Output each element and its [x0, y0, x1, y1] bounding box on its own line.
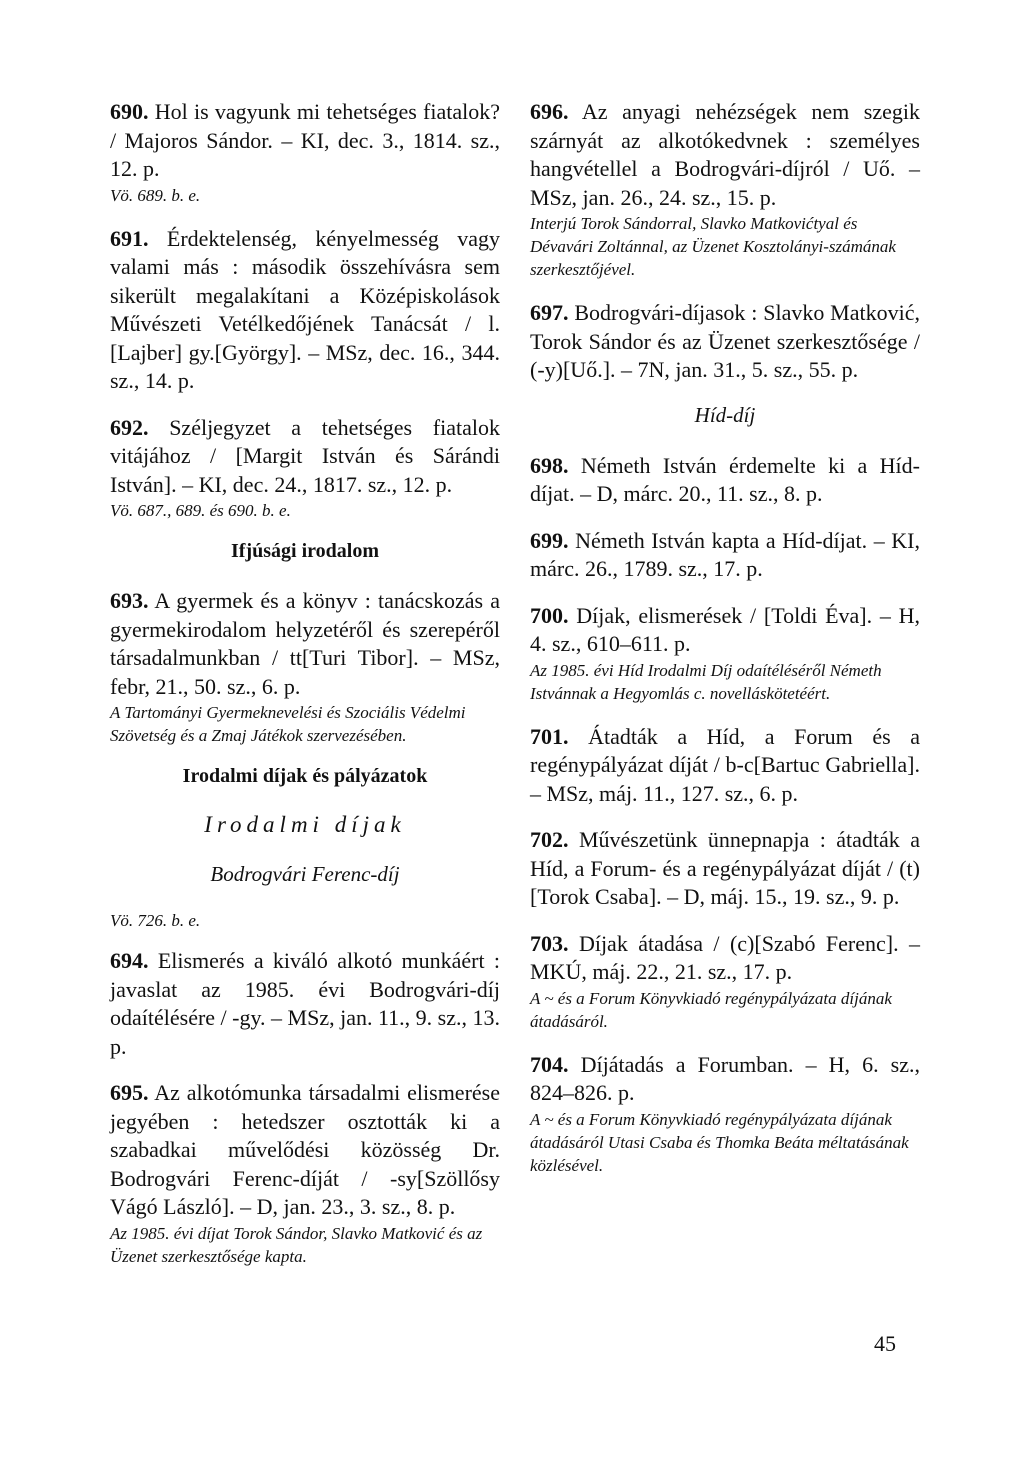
entry-note: Vö. 687., 689. és 690. b. e. [110, 501, 291, 520]
entry-700 [530, 602, 920, 705]
section-heading-youth-literature: Ifjúsági irodalom [231, 540, 379, 562]
cross-reference: Vö. 726. b. e. [110, 911, 201, 930]
subsection-heading-literary-prizes: Irodalmi díjak [204, 812, 406, 837]
entry-text: Díjátadás a Forumban. – H, 6. sz., 824–826. p. [530, 1051, 921, 1105]
entry-note: A ~ és a Forum Könyvkiadó regénypályázata díjának átadásáról. [530, 988, 892, 1031]
entry-note: A Tartományi Gyermeknevelési és Szociális Védelmi Szövetség és a Zmaj Játékok szervezésében. [110, 703, 466, 745]
entry-text: Az alkotómunka társadalmi elismerése jegyében : hetedszer osztották ki a szabadkai művelődési közösség Dr. Bodrogvári Ferenc-díját / -sy[Szöllősy Vágó László]. – D, jan. 23., 3. sz., 8. p. [110, 1080, 500, 1219]
entry-number: 696. [530, 99, 569, 124]
entry-number: 697. [530, 300, 569, 325]
entry-699 [530, 527, 920, 584]
page-number: 45 [874, 1331, 896, 1356]
entry-text: Díjak átadása / (c)[Szabó Ferenc]. – MKÚ, máj. 22., 21. sz., 17. p. [530, 930, 920, 984]
entry-note: Interjú Torok Sándorral, Slavko Matkovićtyal és Dévavári Zoltánnal, az Üzenet Kosztolányi-számának szerkesztőjével. [530, 214, 896, 279]
entry-text: Átadták a Híd, a Forum és a regénypályázat díját / b-c[Bartuc Gabriella]. – MSz, máj. 11., 127. sz., 6. p. [530, 723, 921, 806]
entry-number: 693. [110, 588, 149, 613]
entry-698 [530, 452, 920, 509]
entry-693 [110, 587, 500, 747]
entry-text: Németh István érdemelte ki a Híd-díjat. – D, márc. 20., 11. sz., 8. p. [530, 452, 920, 506]
entry-number: 700. [530, 602, 569, 628]
entry-text: Művészetünk ünnepnapja : átadták a Híd, a Forum- és a regénypályázat díját / (t)[Torok Csaba]. – D, máj. 15., 19. sz., 9. p. [530, 827, 920, 909]
entry-691 [110, 225, 500, 396]
entry-text: Elismerés a kiváló alkotó munkáért : javaslat az 1985. évi Bodrogvári-díj odaítélésére / -gy. – MSz, jan. 11., 9. sz., 13. p. [110, 948, 501, 1059]
entry-text: Széljegyzet a tehetséges fiatalok vitájához / [Margit István és Sárándi István]. – KI, dec. 24., 1817. sz., 12. p. [110, 414, 500, 497]
entry-note: Vö. 689. b. e. [110, 185, 201, 205]
entry-number: 699. [530, 527, 569, 553]
subsection-heading-hid: Híd-díj [694, 402, 756, 427]
entry-697 [530, 299, 920, 385]
entry-note: Az 1985. évi Híd Irodalmi Díj odaítéléséről Németh Istvánnak a Hegyomlás c. novelláskötetéért. [530, 660, 882, 703]
entry-696 [530, 98, 920, 281]
section-heading-literary-prizes: Irodalmi díjak és pályázatok [182, 765, 428, 787]
entry-text: Bodrogvári-díjasok : Slavko Matković, Torok Sándor és az Üzenet szerkesztősége / (-y)[Uő.]. – 7N, jan. 31., 5. sz., 55. p. [530, 300, 920, 382]
entry-number: 703. [530, 930, 569, 956]
entry-694 [110, 947, 500, 1061]
entry-number: 692. [110, 414, 149, 440]
entry-701 [530, 723, 920, 809]
subsection-heading-bodrogvari: Bodrogvári Ferenc-díj [210, 862, 400, 886]
entry-note: A ~ és a Forum Könyvkiadó regénypályázata díjának átadásáról Utasi Csaba és Thomka Beáta méltatásának közlésével. [530, 1109, 909, 1175]
entry-number: 702. [530, 827, 569, 852]
left-column [110, 98, 500, 1286]
entry-text: Érdektelenség, kényelmesség vagy valami más : második összehívásra sem sikerült megalakítani a Középiskolások Művészeti Vetélkedőjének Tanácsát / l.[Lajber] gy.[György]. – MSz, dec. 16., 344. sz., 14. p. [110, 225, 500, 393]
entry-number: 698. [530, 452, 569, 478]
entry-text: Díjak, elismerések / [Toldi Éva]. – H, 4. sz., 610–611. p. [530, 602, 920, 656]
entry-703 [530, 930, 920, 1033]
entry-704 [530, 1051, 920, 1177]
entry-number: 691. [110, 225, 149, 251]
entry-text: Az anyagi nehézségek nem szegik szárnyát az alkotókedvnek : személyes hangvétellel a Bodrogvári-díjról / Uő. – MSz, jan. 26., 24. sz., 15. p. [530, 99, 920, 210]
entry-text: Hol is vagyunk mi tehetséges fiatalok? / Majoros Sándor. – KI, dec. 3., 1814. sz., 12. p. [110, 99, 501, 181]
entry-702 [530, 826, 920, 912]
entry-number: 701. [530, 723, 569, 749]
entry-695 [110, 1079, 500, 1268]
entry-text: Németh István kapta a Híd-díjat. – KI, márc. 26., 1789. sz., 17. p. [530, 527, 920, 581]
entry-number: 704. [530, 1051, 569, 1077]
entry-690 [110, 98, 500, 207]
entry-number: 694. [110, 948, 149, 973]
right-column [530, 98, 920, 1195]
entry-692 [110, 414, 500, 523]
entry-text: A gyermek és a könyv : tanácskozás a gyermekirodalom helyzetéről és szerepéről társadalmunkban / tt[Turi Tibor]. – MSz, febr, 21., 50. sz., 6. p. [110, 588, 500, 699]
entry-number: 690. [110, 99, 149, 124]
entry-number: 695. [110, 1080, 149, 1105]
entry-note: Az 1985. évi díjat Torok Sándor, Slavko Matković és az Üzenet szerkesztősége kapta. [110, 1223, 483, 1266]
